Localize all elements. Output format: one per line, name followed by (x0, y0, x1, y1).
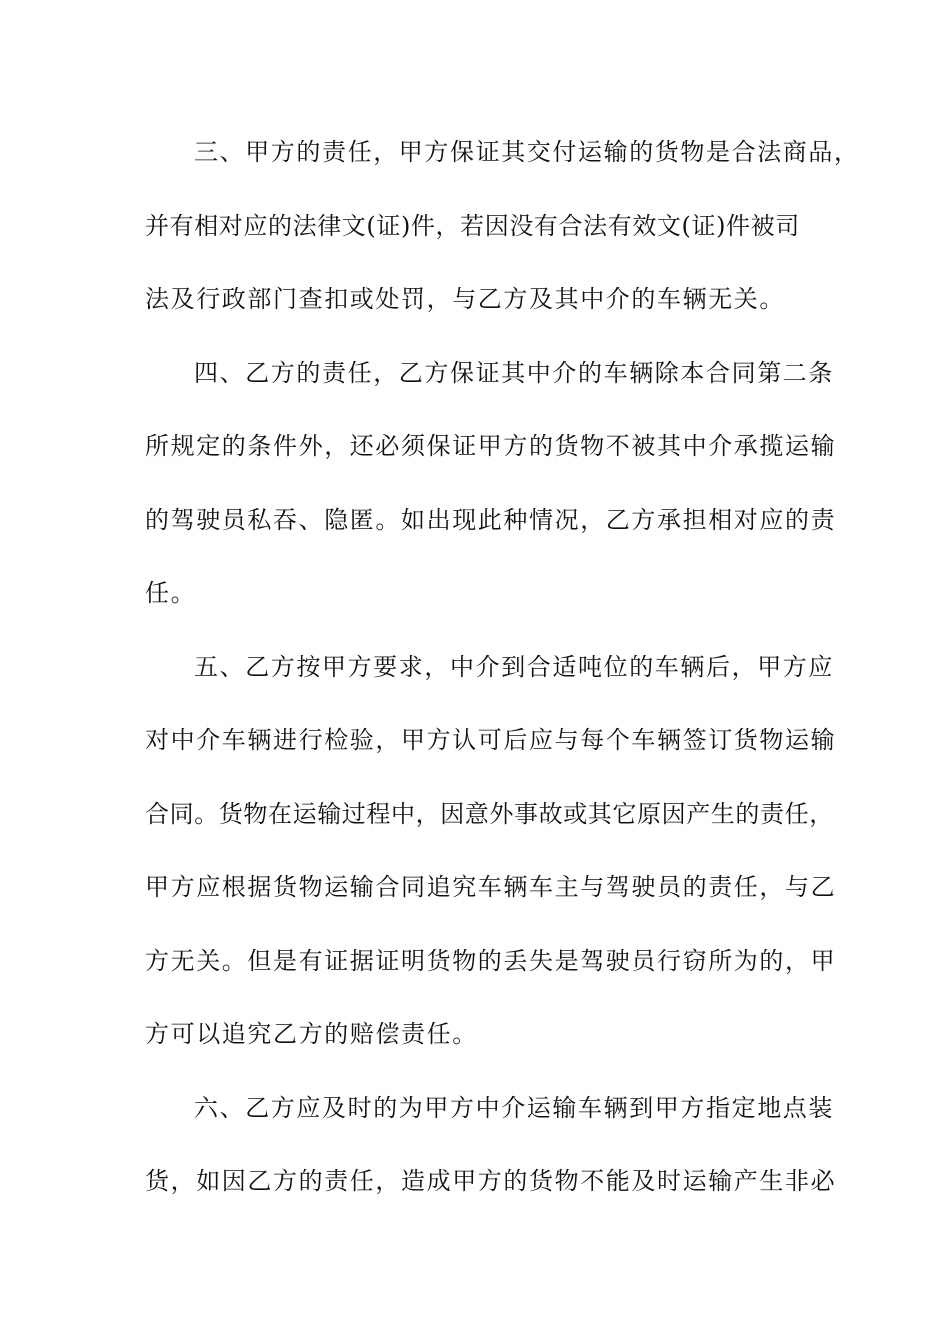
clause-5-line-4: 甲方应根据货物运输合同追究车辆车主与驾驶员的责任，与乙 (145, 873, 837, 901)
clause-4-line-4: 任。 (145, 579, 197, 607)
clause-5-line-1: 五、乙方按甲方要求，中介到合适吨位的车辆后，甲方应 (194, 652, 834, 681)
clause-5-line-3: 合同。货物在运输过程中，因意外事故或其它原因产生的责任， (145, 799, 834, 828)
clause-3-line-3: 法及行政部门查扣或处罚，与乙方及其中介的车辆无关。 (145, 285, 785, 313)
document-body (145, 116, 860, 1219)
clause-5-line-6: 方可以追究乙方的赔偿责任。 (145, 1020, 478, 1048)
clause-4-line-2: 所规定的条件外，还必须保证甲方的货物不被其中介承揽运输 (145, 432, 837, 460)
clause-4-line-3: 的驾驶员私吞、隐匿。如出现此种情况，乙方承担相对应的责 (145, 505, 837, 534)
clause-5-line-2: 对中介车辆进行检验，甲方认可后应与每个车辆签订货物运输 (145, 726, 837, 754)
clause-6-line-1: 六、乙方应及时的为甲方中介运输车辆到甲方指定地点装 (194, 1093, 834, 1122)
clause-5-line-5: 方无关。但是有证据证明货物的丢失是驾驶员行窃所为的，甲 (145, 946, 837, 975)
clause-4-line-1: 四、乙方的责任，乙方保证其中介的车辆除本合同第二条 (194, 358, 834, 387)
clause-3-line-1: 三、甲方的责任，甲方保证其交付运输的货物是合法商品， (194, 138, 860, 166)
clause-3-line-2: 并有相对应的法律文(证)件，若因没有合法有效文(证)件被司 (145, 211, 800, 240)
clause-6-line-2: 货，如因乙方的责任，造成甲方的货物不能及时运输产生非必 (145, 1167, 837, 1195)
